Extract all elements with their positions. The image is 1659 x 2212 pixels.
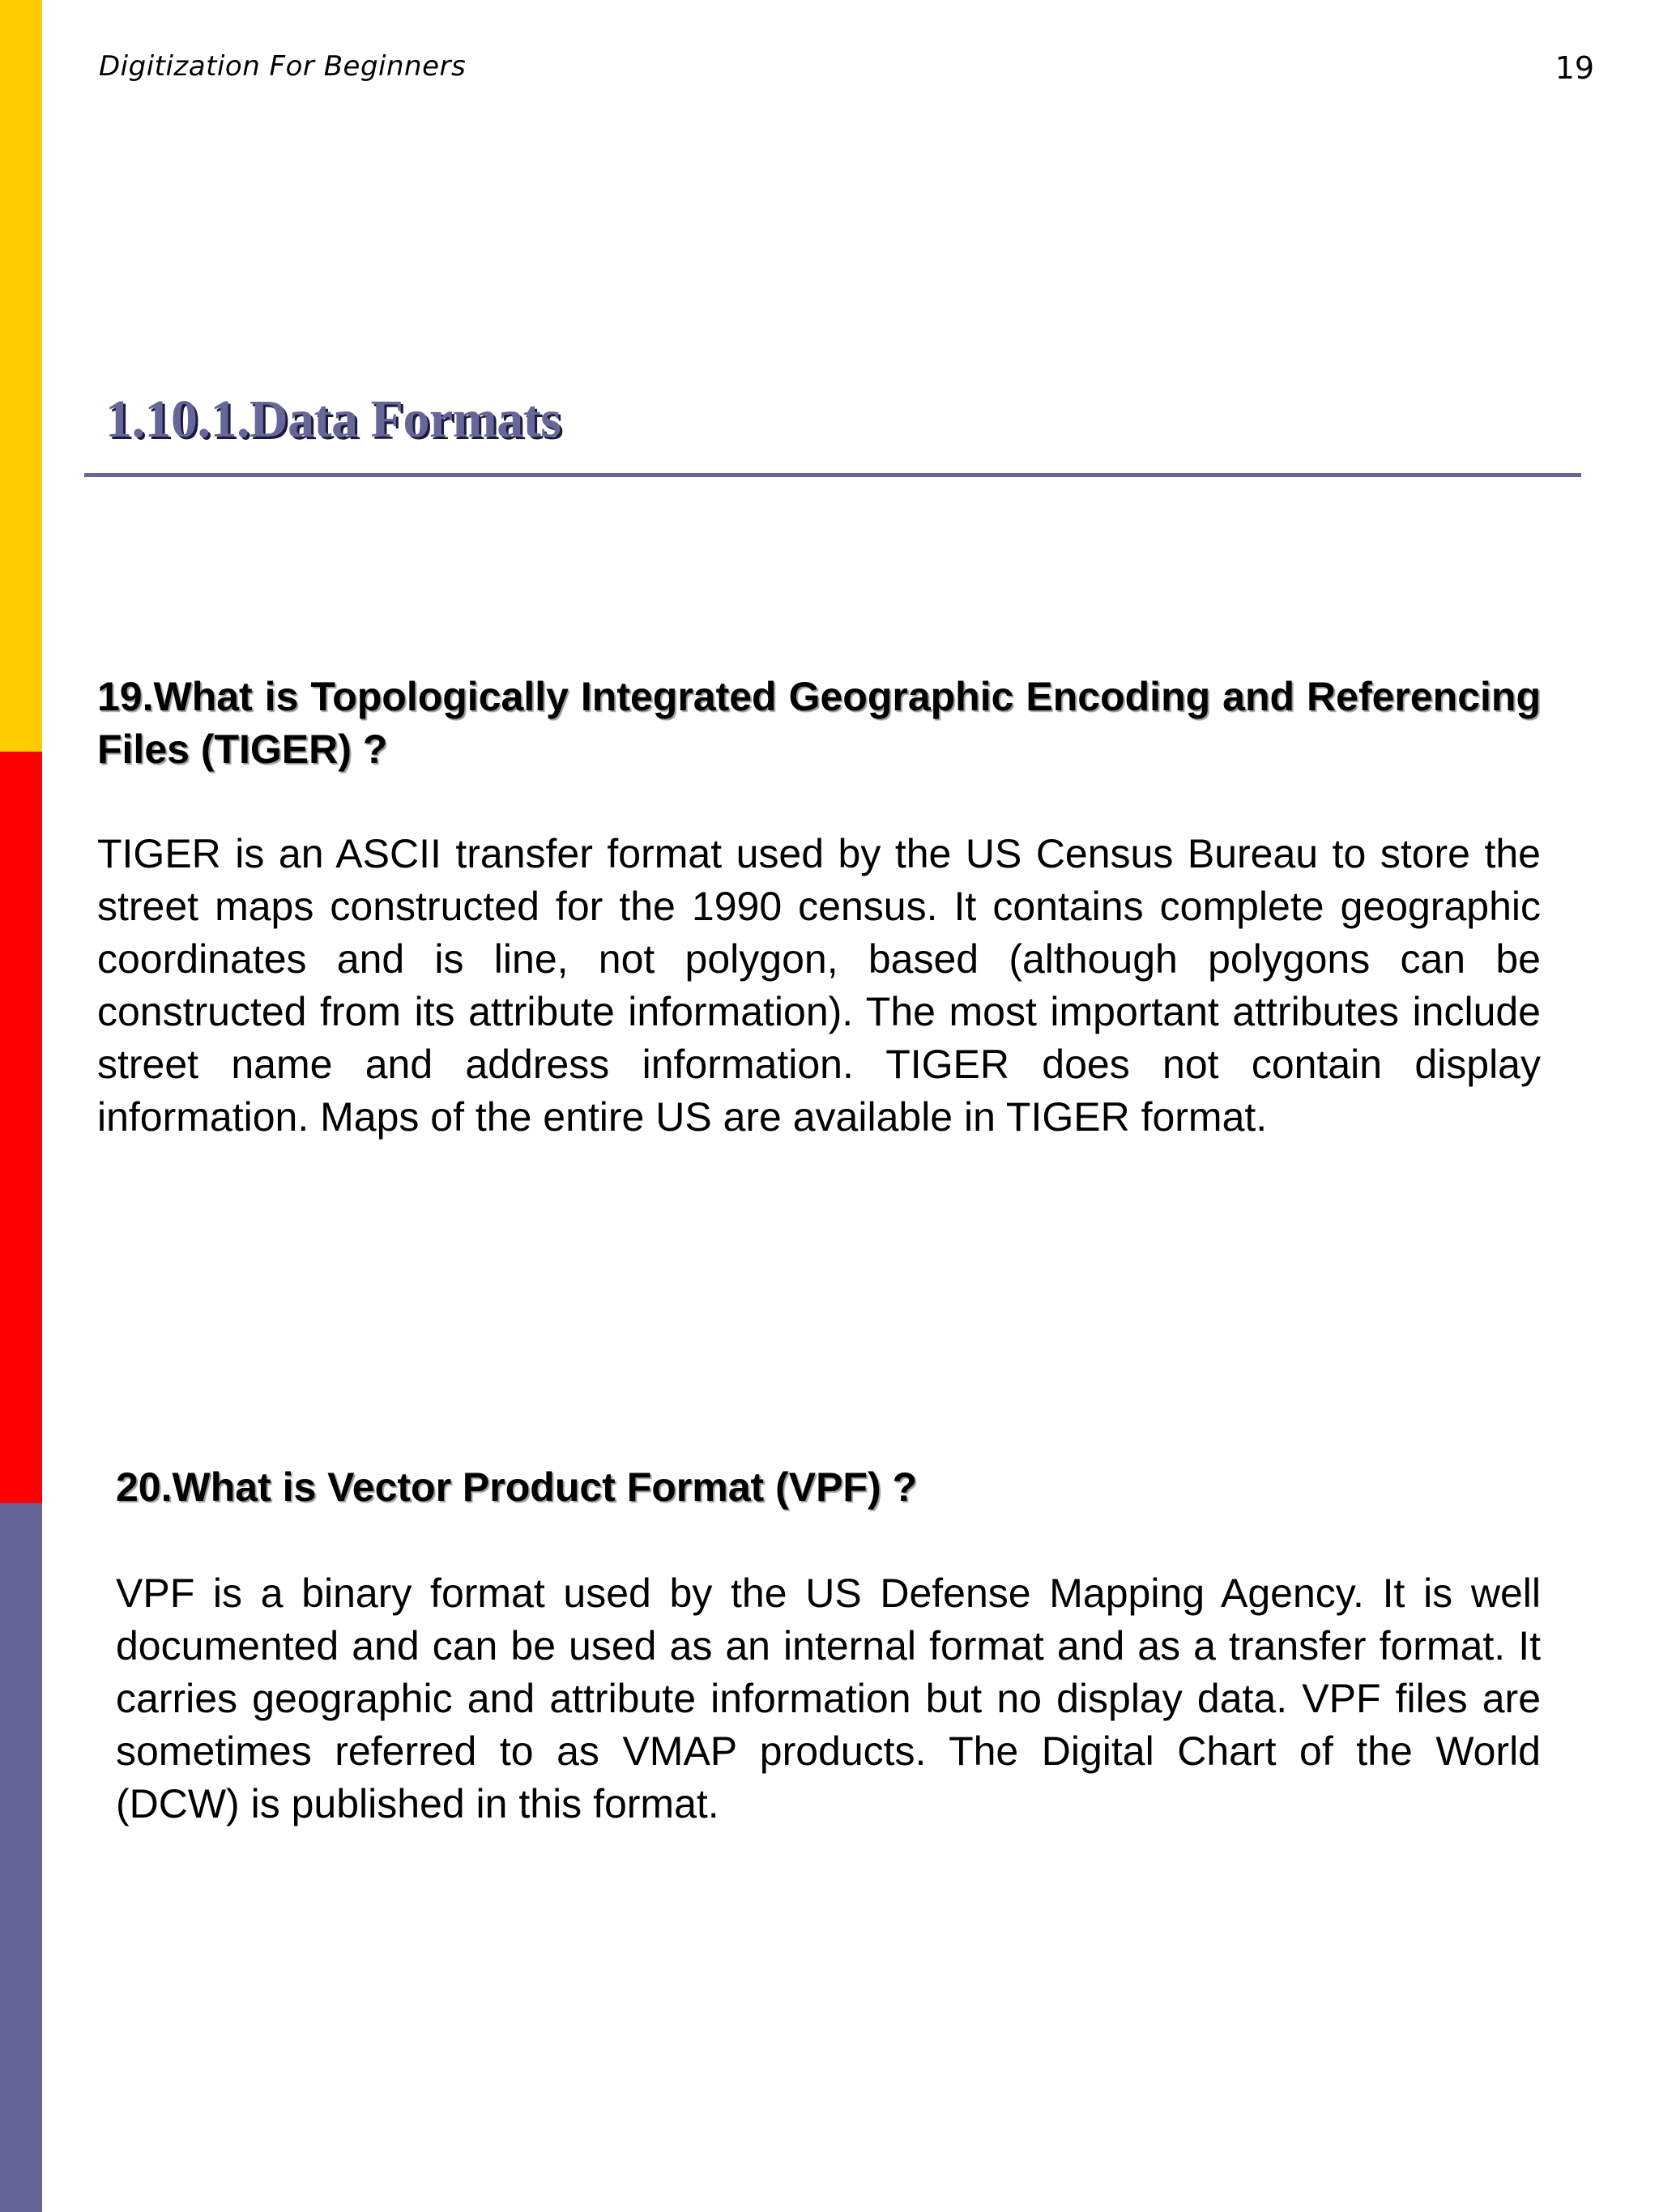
question-19: 19.What is Topologically Integrated Geographic Encoding and Referencing Files (TIGER) ? bbox=[97, 674, 1541, 772]
title-divider bbox=[84, 473, 1581, 477]
answer-19: TIGER is an ASCII transfer format used by the US Census Bureau to store the street maps constructed for the 1990 census. It contains complete geographic coordinates and is line, not polygon, based (although polygons can be constructed from its attribute information). The most important attributes include street name and address information. TIGER does not contain display information. Maps of the entire US are available in TIGER format. bbox=[97, 831, 1541, 1140]
section-title: 1.10.1.Data Formats bbox=[105, 390, 561, 449]
sidebar-stripe-red bbox=[0, 752, 42, 1503]
running-title: Digitization For Beginners bbox=[99, 50, 467, 83]
sidebar-stripe-yellow bbox=[0, 0, 42, 752]
question-20: 20.What is Vector Product Format (VPF) ? bbox=[116, 1464, 918, 1510]
sidebar-stripe-blue bbox=[0, 1503, 42, 2212]
page-number: 19 bbox=[1555, 50, 1594, 86]
answer-20: VPF is a binary format used by the US Defense Mapping Agency. It is well documented and can be used as an internal format and as a transfer format. It carries geographic and attribute information but no display data. VPF files are sometimes referred to as VMAP products. The Digital Chart of the World (DCW) is published in this format. bbox=[116, 1571, 1541, 1826]
